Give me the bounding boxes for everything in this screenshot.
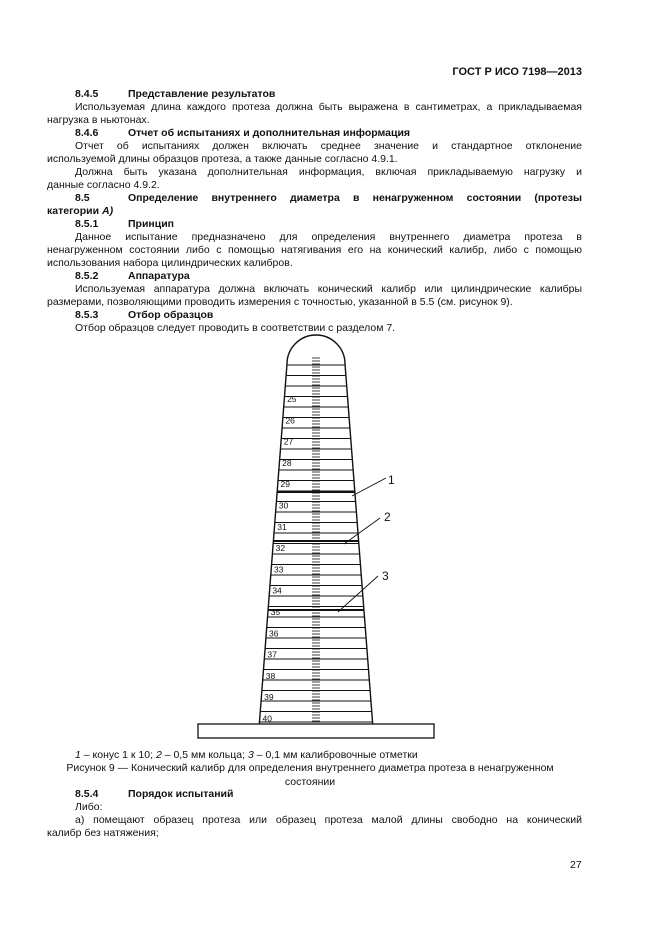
document-code: ГОСТ Р ИСО 7198—2013 — [452, 66, 582, 78]
scale-label: 34 — [272, 585, 282, 596]
callout-leader — [352, 478, 386, 496]
paragraph-line: а) помещают образец протеза или образец протеза малой длины свободно на конический — [75, 814, 582, 826]
callout-number: 3 — [382, 569, 389, 583]
paragraph-line: Должна быть указана дополнительная информация, включая прикладываемую нагрузку и — [75, 166, 582, 178]
paragraph-line: ненагруженном состоянии либо с помощью натягивания его на конический калибр, либо с помощью — [47, 244, 582, 256]
section-title-8-5: Определение внутреннего диаметра в ненагруженном состоянии (протезы — [128, 192, 582, 204]
callout-leader — [344, 518, 380, 544]
paragraph-line: Используемая аппаратура должна включать конический калибр или цилиндрические калибры — [75, 283, 582, 295]
scale-label: 32 — [275, 543, 286, 554]
section-number-8-4-6: 8.4.6 — [75, 127, 99, 139]
paragraph-line: Используемая длина каждого протеза должна быть выражена в сантиметрах, а прикладываемая — [75, 101, 582, 113]
section-number-8-5-3: 8.5.3 — [75, 309, 99, 321]
figure-caption: Рисунок 9 — Конический калибр для определения внутреннего диаметра протеза в ненагруженном состоянии — [66, 762, 554, 788]
paragraph-line: используемой длины образцов протеза, а также данные согласно 4.9.1. — [47, 153, 398, 165]
section-title-8-4-5: Представление результатов — [128, 88, 276, 100]
section-title-8-5-continued: категории А) — [47, 205, 114, 217]
scale-label: 40 — [262, 713, 272, 724]
section-title-8-4-6: Отчет об испытаниях и дополнительная информация — [128, 127, 411, 139]
section-title-8-5-2: Аппаратура — [128, 270, 190, 282]
section-title-8-5-3: Отбор образцов — [128, 309, 214, 321]
section-number-8-5-2: 8.5.2 — [75, 270, 99, 282]
section-title-8-5-4: Порядок испытаний — [128, 788, 234, 800]
paragraph-line: использования набора цилиндрических калибров. — [47, 257, 293, 269]
page-number: 27 — [570, 859, 582, 871]
scale-label: 38 — [265, 670, 276, 681]
section-number-8-5-1: 8.5.1 — [75, 218, 99, 230]
base-plate — [198, 724, 434, 738]
scale-label: 39 — [264, 692, 274, 703]
paragraph-line: калибр без натяжения; — [47, 827, 159, 839]
scale-label: 37 — [267, 649, 277, 660]
scale-label: 33 — [273, 564, 284, 575]
scale-label: 36 — [269, 628, 279, 639]
scale-label: 26 — [285, 415, 295, 426]
section-number-8-5-4: 8.5.4 — [75, 788, 99, 800]
scale-label: 25 — [287, 394, 297, 404]
scale-label: 28 — [282, 457, 292, 468]
scale-label: 30 — [278, 500, 289, 511]
figure-legend: 1 – конус 1 к 10; 2 – 0,5 мм кольца; 3 – 0,1 мм калибровочные отметки — [75, 749, 418, 761]
paragraph-line: Отчет об испытаниях должен включать среднее значение и стандартное отклонение — [75, 140, 582, 152]
scale-label: 29 — [280, 479, 290, 490]
section-number-8-4-5: 8.4.5 — [75, 88, 99, 100]
paragraph-line: Либо: — [75, 801, 103, 813]
paragraph-line: нагрузка в ньютонах. — [47, 114, 150, 126]
paragraph-line: Отбор образцов следует проводить в соответствии с разделом 7. — [75, 322, 396, 334]
section-number-8-5: 8.5 — [75, 192, 90, 204]
callout-number: 1 — [388, 473, 395, 487]
paragraph-line: размерами, позволяющими проводить измерения с точностью, указанной в 5.5 (см. рисунок 9). — [47, 296, 513, 308]
scale-label: 35 — [270, 607, 281, 617]
paragraph-line: данные согласно 4.9.2. — [47, 179, 160, 191]
section-title-8-5-1: Принцип — [128, 218, 175, 230]
callout-number: 2 — [384, 510, 391, 524]
paragraph-line: Данное испытание предназначено для определения внутреннего диаметра протеза в — [75, 231, 582, 243]
scale-label: 27 — [283, 436, 294, 447]
scale-label: 31 — [277, 521, 287, 532]
